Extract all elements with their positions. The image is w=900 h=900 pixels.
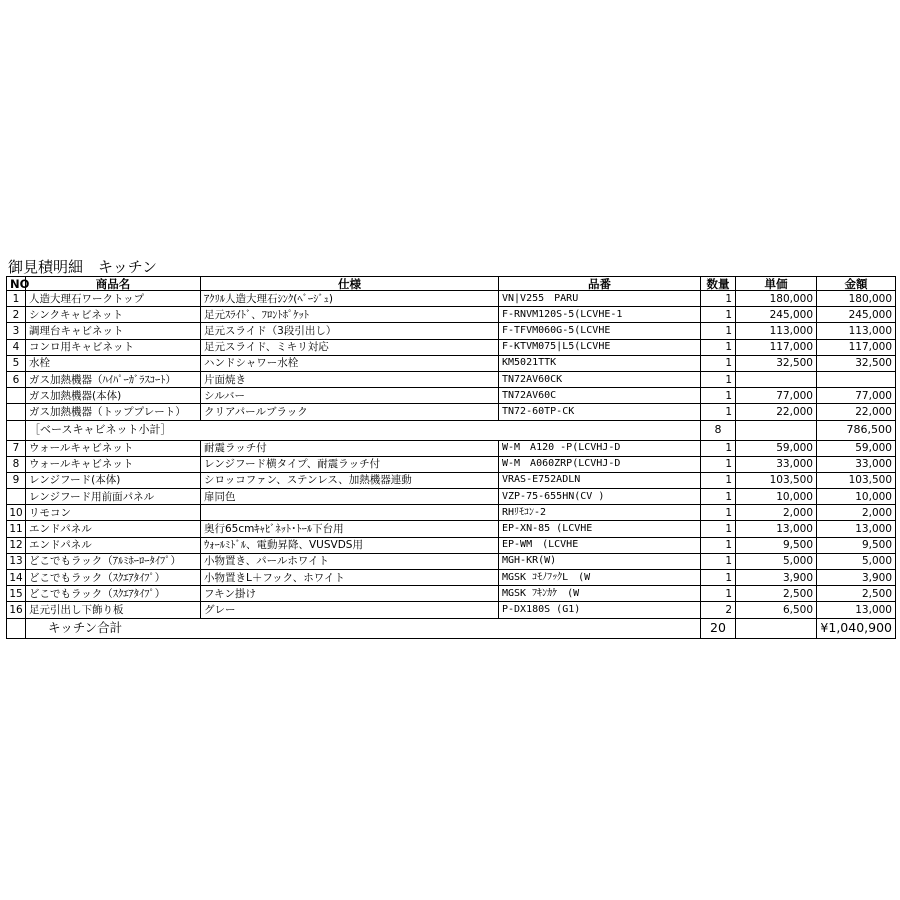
table-row [7,307,896,323]
subtotal-qty: 8 [701,420,736,440]
cell-name: ウォールキャビネット [26,440,201,456]
cell-spec: 足元スライド、ミキリ対応 [201,339,499,355]
cell-name: 水栓 [26,355,201,371]
header-name: 商品名 [26,277,201,291]
subtotal-amount: 786,500 [817,420,896,440]
table-row [7,440,896,456]
cell-spec: ハンドシャワー水栓 [201,355,499,371]
cell-amount: 10,000 [817,489,896,505]
cell-name: エンドパネル [26,537,201,553]
cell-spec: 小物置きL＋フック、ホワイト [201,570,499,586]
cell-part: KM5021TTK [499,355,701,371]
cell-spec: 耐震ラッチ付 [201,440,499,456]
cell-no: 8 [7,456,26,472]
cell-part: P-DX180S (G1) [499,602,701,618]
table-row [7,371,896,387]
estimate-sheet [6,258,895,639]
cell-amount: 59,000 [817,440,896,456]
header-no: NO [7,277,26,291]
cell-no: 16 [7,602,26,618]
cell-spec: 奥行65cmｷｬﾋﾞﾈｯﾄ･ﾄｰﾙ下台用 [201,521,499,537]
cell-unit: 6,500 [736,602,817,618]
cell-qty: 1 [701,505,736,521]
cell-name: ガス加熱機器（ﾊｲﾊﾟｰｶﾞﾗｽｺｰﾄ） [26,371,201,387]
cell-no: 4 [7,339,26,355]
cell-no: 1 [7,291,26,307]
cell-spec: ｳｫｰﾙﾐﾄﾞﾙ、電動昇降、VUSVDS用 [201,537,499,553]
cell-part: VZP-75-655HN(CV ) [499,489,701,505]
cell-name: コンロ用キャビネット [26,339,201,355]
cell-name: 足元引出し下飾り板 [26,602,201,618]
cell-qty: 1 [701,440,736,456]
cell-name: レンジフード用前面パネル [26,489,201,505]
cell-name: どこでもラック（ｱﾙﾐﾎｰﾛｰﾀｲﾌﾟ） [26,553,201,569]
cell-unit: 59,000 [736,440,817,456]
table-row [7,472,896,488]
cell-qty: 1 [701,537,736,553]
table-row [7,602,896,618]
cell-spec: 片面焼き [201,371,499,387]
cell-amount: 33,000 [817,456,896,472]
cell-spec: クリアパールブラック [201,404,499,420]
cell-part: MGSK ﾌｷﾝｶｹ (W [499,586,701,602]
cell-spec [201,505,499,521]
cell-no: 11 [7,521,26,537]
cell-unit: 22,000 [736,404,817,420]
cell-qty: 1 [701,570,736,586]
table-row [7,323,896,339]
table-row [7,505,896,521]
cell-unit: 5,000 [736,553,817,569]
cell-name: ガス加熱機器(本体) [26,388,201,404]
cell-name: どこでもラック（ｽｸｴｱﾀｲﾌﾟ） [26,586,201,602]
cell-unit: 32,500 [736,355,817,371]
cell-name: リモコン [26,505,201,521]
table-row [7,553,896,569]
cell-amount: 2,000 [817,505,896,521]
cell-part: VRAS-E752ADLN [499,472,701,488]
cell-no: 3 [7,323,26,339]
cell-unit: 77,000 [736,388,817,404]
cell-qty: 1 [701,586,736,602]
table-row [7,537,896,553]
cell-amount: 3,900 [817,570,896,586]
cell-spec: 足元ｽﾗｲﾄﾞ、ﾌﾛﾝﾄﾎﾟｹｯﾄ [201,307,499,323]
cell-amount: 180,000 [817,291,896,307]
total-row [7,618,896,638]
cell-no: 15 [7,586,26,602]
cell-name: エンドパネル [26,521,201,537]
header-row [7,277,896,291]
base-cabinet-rows [7,291,896,421]
cell-part: W-M A120 -P(LCVHJ-D [499,440,701,456]
cell-qty: 1 [701,323,736,339]
cell-amount: 2,500 [817,586,896,602]
cell-amount: 117,000 [817,339,896,355]
cell-qty: 1 [701,521,736,537]
cell-spec: 足元スライド（3段引出し） [201,323,499,339]
header-amount: 金額 [817,277,896,291]
cell-no: 5 [7,355,26,371]
cell-qty: 1 [701,404,736,420]
cell-amount: 32,500 [817,355,896,371]
cell-unit: 245,000 [736,307,817,323]
cell-spec: シルバー [201,388,499,404]
estimate-table [6,276,896,639]
cell-unit: 103,500 [736,472,817,488]
cell-unit: 3,900 [736,570,817,586]
table-row [7,586,896,602]
cell-amount: 22,000 [817,404,896,420]
cell-part: VN|V255 PARU [499,291,701,307]
cell-qty: 1 [701,307,736,323]
cell-amount: 245,000 [817,307,896,323]
cell-qty: 2 [701,602,736,618]
subtotal-row [7,420,896,440]
header-qty: 数量 [701,277,736,291]
cell-unit: 2,000 [736,505,817,521]
table-row [7,339,896,355]
cell-qty: 1 [701,456,736,472]
cell-qty: 1 [701,371,736,387]
total-amount: ¥1,040,900 [817,618,896,638]
cell-part: W-M A060ZRP(LCVHJ-D [499,456,701,472]
cell-amount: 103,500 [817,472,896,488]
cell-qty: 1 [701,291,736,307]
table-row [7,456,896,472]
cell-no: 14 [7,570,26,586]
cell-part: TN72AV60C [499,388,701,404]
cell-name: シンクキャビネット [26,307,201,323]
cell-part: EP-WM (LCVHE [499,537,701,553]
cell-unit [736,371,817,387]
cell-unit: 9,500 [736,537,817,553]
cell-spec: シロッコファン、ステンレス、加熱機器連動 [201,472,499,488]
cell-no: 2 [7,307,26,323]
cell-spec: フキン掛け [201,586,499,602]
cell-no: 13 [7,553,26,569]
cell-part: TN72AV60CK [499,371,701,387]
cell-no: 12 [7,537,26,553]
cell-name: レンジフード(本体) [26,472,201,488]
cell-unit: 33,000 [736,456,817,472]
table-row [7,570,896,586]
total-label: キッチン合計 [26,618,701,638]
table-row [7,388,896,404]
cell-spec: グレー [201,602,499,618]
cell-qty: 1 [701,388,736,404]
cell-amount: 5,000 [817,553,896,569]
header-unit: 単価 [736,277,817,291]
cell-amount: 77,000 [817,388,896,404]
cell-part: F-RNVM120S-5(LCVHE-1 [499,307,701,323]
cell-no [7,404,26,420]
cell-name: 人造大理石ワークトップ [26,291,201,307]
subtotal-label: ［ベースキャビネット小計］ [26,420,701,440]
cell-qty: 1 [701,553,736,569]
cell-part: TN72-60TP-CK [499,404,701,420]
cell-amount: 13,000 [817,602,896,618]
table-row [7,355,896,371]
cell-amount: 113,000 [817,323,896,339]
cell-part: MGH-KR(W) [499,553,701,569]
wall-cabinet-rows [7,440,896,618]
table-row [7,291,896,307]
cell-no: 6 [7,371,26,387]
cell-unit: 2,500 [736,586,817,602]
table-row [7,404,896,420]
cell-no: 7 [7,440,26,456]
cell-qty: 1 [701,489,736,505]
cell-part: EP-XN-85 (LCVHE [499,521,701,537]
cell-unit: 180,000 [736,291,817,307]
cell-unit: 117,000 [736,339,817,355]
cell-amount: 13,000 [817,521,896,537]
cell-part: RHﾘﾓｺﾝ-2 [499,505,701,521]
cell-name: どこでもラック（ｽｸｴｱﾀｲﾌﾟ） [26,570,201,586]
header-part: 品番 [499,277,701,291]
total-qty: 20 [701,618,736,638]
table-row [7,489,896,505]
cell-unit: 13,000 [736,521,817,537]
cell-spec: ｱｸﾘﾙ人造大理石ｼﾝｸ(ﾍﾞｰｼﾞｭ) [201,291,499,307]
header-spec: 仕様 [201,277,499,291]
cell-name: ガス加熱機器（トッププレート） [26,404,201,420]
cell-no: 10 [7,505,26,521]
cell-spec: 扉同色 [201,489,499,505]
cell-name: 調理台キャビネット [26,323,201,339]
cell-unit: 113,000 [736,323,817,339]
sheet-title: 御見積明細 キッチン [8,258,157,276]
cell-spec: レンジフード横タイプ、耐震ラッチ付 [201,456,499,472]
cell-no [7,489,26,505]
cell-amount: 9,500 [817,537,896,553]
cell-qty: 1 [701,472,736,488]
cell-name: ウォールキャビネット [26,456,201,472]
cell-qty: 1 [701,339,736,355]
cell-no: 9 [7,472,26,488]
cell-part: F-KTVM075|L5(LCVHE [499,339,701,355]
cell-qty: 1 [701,355,736,371]
cell-spec: 小物置き、パールホワイト [201,553,499,569]
cell-part: MGSK ｺﾓﾉﾌｯｸL (W [499,570,701,586]
cell-no [7,388,26,404]
cell-part: F-TFVM060G-5(LCVHE [499,323,701,339]
cell-unit: 10,000 [736,489,817,505]
cell-amount [817,371,896,387]
table-row [7,521,896,537]
